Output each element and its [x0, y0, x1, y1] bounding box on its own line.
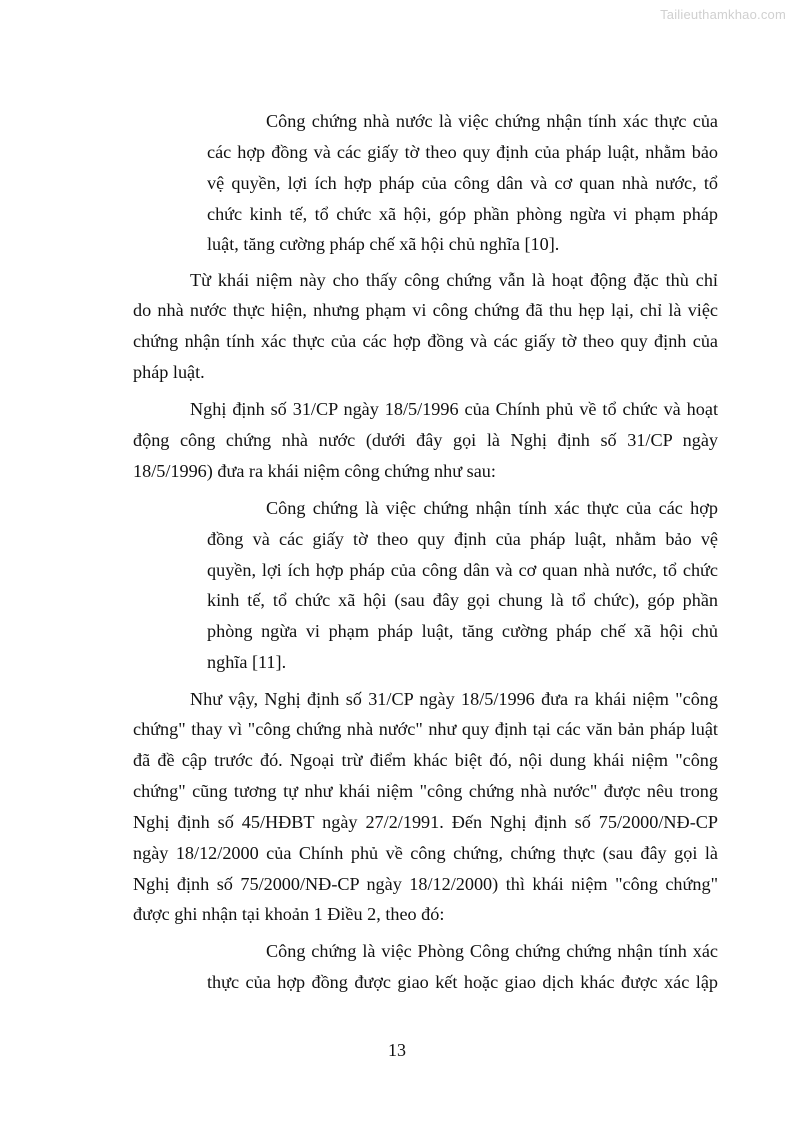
quote-line: quyền, lợi ích hợp pháp của công dân và cơ quan nhà nước, tổ chức — [207, 560, 718, 580]
quote-line: thực của hợp đồng được giao kết hoặc giao dịch khác được xác lập — [207, 972, 718, 992]
paragraph-line: pháp luật. — [133, 362, 205, 382]
quote-line: đồng và các giấy tờ theo quy định của pháp luật, nhằm bảo vệ — [207, 529, 718, 549]
paragraph-line: 18/5/1996) đưa ra khái niệm công chứng như sau: — [133, 461, 496, 481]
paragraph-line: ngày 18/12/2000 của Chính phủ về công chứng, chứng thực (sau đây gọi là — [133, 843, 718, 863]
paragraph-line: động công chứng nhà nước (dưới đây gọi là Nghị định số 31/CP ngày — [133, 430, 718, 450]
paragraph-line: Nghị định số 31/CP ngày 18/5/1996 của Chính phủ về tổ chức và hoạt — [190, 399, 718, 419]
paragraph-line: đã đề cập trước đó. Ngoại trừ điểm khác biệt đó, nội dung khái niệm "công — [133, 750, 718, 770]
paragraph-line: chứng" cũng tương tự như khái niệm "công chứng nhà nước" được nêu trong — [133, 781, 718, 801]
paragraph-line: Nghị định số 75/2000/NĐ-CP ngày 18/12/2000) thì khái niệm "công chứng" — [133, 874, 718, 894]
paragraph-line: Như vậy, Nghị định số 31/CP ngày 18/5/1996 đưa ra khái niệm "công — [190, 689, 718, 709]
quote-line: Công chứng nhà nước là việc chứng nhận tính xác thực của — [266, 111, 718, 131]
paragraph-line: Nghị định số 45/HĐBT ngày 27/2/1991. Đến Nghị định số 75/2000/NĐ-CP — [133, 812, 718, 832]
paragraph-line: Từ khái niệm này cho thấy công chứng vẫn là hoạt động đặc thù chỉ — [190, 270, 718, 290]
paragraph-line: chứng nhận tính xác thực của các hợp đồng và các giấy tờ theo quy định của — [133, 331, 718, 351]
quote-line: phòng ngừa vi phạm pháp luật, tăng cường pháp chế xã hội chủ — [207, 621, 718, 641]
quote-line: vệ quyền, lợi ích hợp pháp của công dân và cơ quan nhà nước, tổ — [207, 173, 718, 193]
watermark-text: Tailieuthamkhao.com — [660, 7, 786, 22]
page-number: 13 — [388, 1040, 406, 1060]
quote-line: chức kinh tế, tổ chức xã hội, góp phần phòng ngừa vi phạm pháp — [207, 204, 718, 224]
quote-line: các hợp đồng và các giấy tờ theo quy định của pháp luật, nhằm bảo — [207, 142, 718, 162]
quote-line: luật, tăng cường pháp chế xã hội chủ nghĩa [10]. — [207, 234, 560, 254]
quote-line: Công chứng là việc Phòng Công chứng chứng nhận tính xác — [266, 941, 718, 961]
paragraph-line: chứng" thay vì "công chứng nhà nước" như quy định tại các văn bản pháp luật — [133, 719, 718, 739]
quote-line: nghĩa [11]. — [207, 652, 287, 672]
paragraph-line: do nhà nước thực hiện, nhưng phạm vi công chứng đã thu hẹp lại, chỉ là việc — [133, 300, 718, 320]
quote-line: kinh tế, tổ chức xã hội (sau đây gọi chung là tổ chức), góp phần — [207, 590, 718, 610]
paragraph-line: được ghi nhận tại khoản 1 Điều 2, theo đó: — [133, 904, 445, 924]
quote-line: Công chứng là việc chứng nhận tính xác thực của các hợp — [266, 498, 718, 518]
